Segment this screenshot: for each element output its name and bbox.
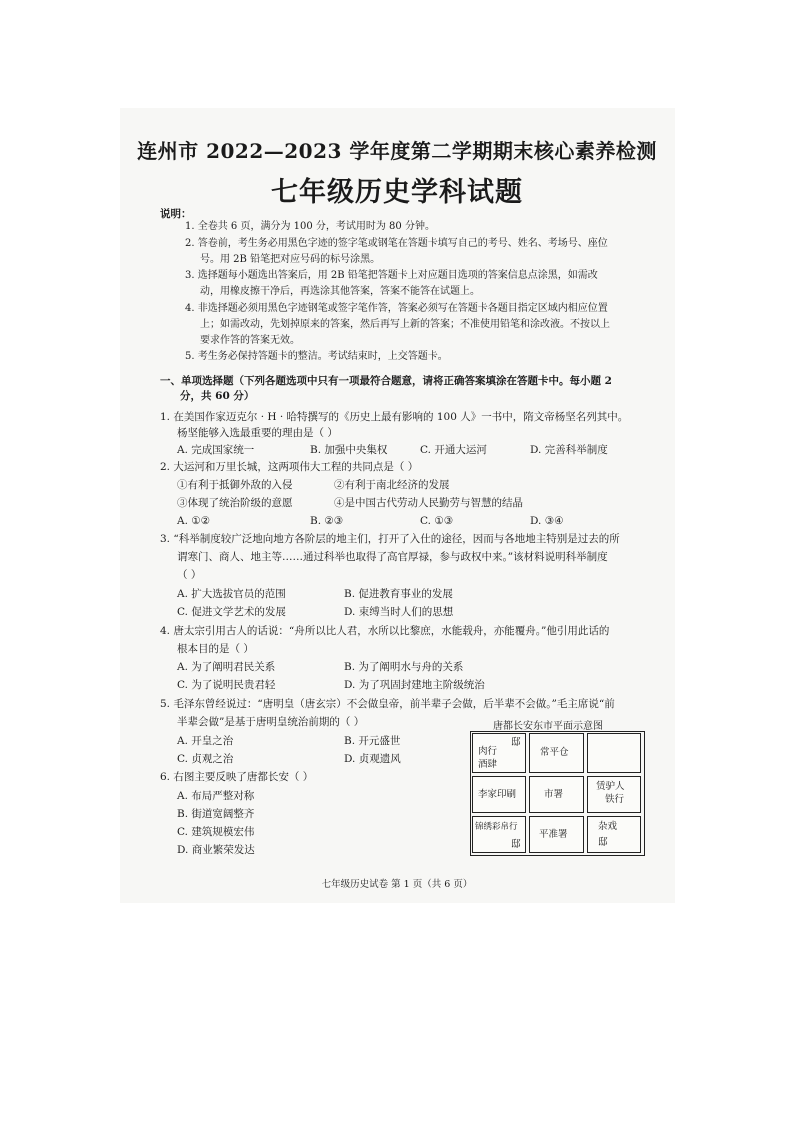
map-label: 平准署 xyxy=(539,829,568,840)
option-b: B. 开元盛世 xyxy=(344,735,401,747)
statement-4: ④是中国古代劳动人民勤劳与智慧的结晶 xyxy=(334,497,523,509)
instruction-line: 动，用橡皮擦干净后，再选涂其他答案，答案不能答在试题上。 xyxy=(200,286,480,297)
instruction-line: 3. 选择题每小题选出答案后，用 2B 铅笔把答题卡上对应题目选项的答案信息点涂黑，如需改 xyxy=(185,270,598,281)
exam-title-line1: 连州市 2022—2023 学年度第二学期期末核心素养检测 xyxy=(137,139,657,163)
option-c: C. 建筑规模宏伟 xyxy=(177,826,255,838)
map-label: 常平仓 xyxy=(540,747,569,758)
question-3-stem: 3. “科举制度较广泛地向地方各阶层的地主们，打开了入仕的途径，因而与各地地主特别是过去的所 xyxy=(160,533,620,545)
map-title: 唐都长安东市平面示意图 xyxy=(493,721,603,732)
exam-title-line2: 七年级历史学科试题 xyxy=(271,177,523,208)
map-label: 邸 xyxy=(511,839,521,850)
instructions-label: 说明： xyxy=(160,208,192,220)
map-cell-theatre xyxy=(587,816,641,853)
option-c: C. 开通大运河 xyxy=(420,444,487,456)
instruction-line: 要求作答的答案无效。 xyxy=(200,335,300,346)
map-label: 市署 xyxy=(544,789,564,800)
section-heading-cont: 分，共 60 分） xyxy=(180,390,255,402)
option-b: B. 促进教育事业的发展 xyxy=(344,588,453,600)
option-d: D. 束缚当时人们的思想 xyxy=(344,606,454,618)
question-1-stem: 1. 在美国作家迈克尔 · H · 哈特撰写的《历史上最有影响的 100 人》一书中，隋文帝杨坚名列其中。 xyxy=(160,411,629,423)
option-c: C. 贞观之治 xyxy=(177,753,234,765)
instruction-line: 号。用 2B 铅笔把对应号码的标号涂黑。 xyxy=(200,254,381,265)
map-cell-silk xyxy=(472,816,526,853)
question-4-stem-cont: 根本目的是（ ） xyxy=(177,643,254,655)
question-4-stem: 4. 唐太宗引用古人的话说：“舟所以比人君，水所以比黎庶，水能载舟，亦能覆舟。”他引用此话的 xyxy=(160,625,610,637)
instruction-line: 2. 答卷前，考生务必用黑色字迹的签字笔或钢笔在答题卡填写自己的考号、姓名、考场号、座位 xyxy=(185,238,608,249)
map-cell-market-office xyxy=(529,776,584,813)
option-b: B. 为了阐明水与舟的关系 xyxy=(344,661,464,673)
map-cell-printing xyxy=(472,776,526,813)
option-c: C. 促进文学艺术的发展 xyxy=(177,606,286,618)
map-label: 邸 xyxy=(511,737,521,748)
option-d: D. 完善科举制度 xyxy=(530,444,608,456)
map-label: 锦绣彩帛行 xyxy=(475,822,518,832)
statement-3: ③体现了统治阶级的意愿 xyxy=(177,497,293,509)
option-d: D. 为了巩固封建地主阶级统治 xyxy=(344,679,485,691)
question-3-stem-cont: 谓寒门、商人、地主等……通过科举也取得了高官厚禄，参与政权中来。”该材料说明科举制度 xyxy=(177,551,608,563)
question-1-stem-cont: 杨坚能够入选最重要的理由是（ ） xyxy=(177,427,338,439)
option-a: A. 布局严整对称 xyxy=(177,790,255,802)
statement-1: ①有利于抵御外敌的入侵 xyxy=(177,479,293,491)
map-label: 肉行 xyxy=(478,746,498,757)
option-d: D. ③④ xyxy=(530,515,564,527)
map-cell-donkey-iron xyxy=(587,776,641,813)
map-cell-empty xyxy=(587,733,641,773)
option-b: B. 街道宽阔整齐 xyxy=(177,808,255,820)
instruction-line: 5. 考生务必保持答题卡的整洁。考试结束时，上交答题卡。 xyxy=(185,351,448,362)
option-a: A. 扩大选拔官员的范围 xyxy=(177,588,286,600)
map-label: 铁行 xyxy=(605,794,625,805)
option-d: D. 贞观遗风 xyxy=(344,753,401,765)
question-3-stem-cont: （ ） xyxy=(177,569,202,581)
option-c: C. 为了说明民贵君轻 xyxy=(177,679,276,691)
map-cell-price-office xyxy=(529,816,584,853)
statement-2: ②有利于南北经济的发展 xyxy=(334,479,450,491)
instruction-line: 上；如需改动，先划掉原来的答案，然后再写上新的答案；不准使用铅笔和涂改液。不按以上 xyxy=(200,319,610,330)
map-cell-granary xyxy=(529,733,584,773)
page-footer: 七年级历史试卷 第 1 页（共 6 页） xyxy=(321,879,473,890)
map-label: 邸 xyxy=(598,837,608,848)
option-b: B. 加强中央集权 xyxy=(310,444,388,456)
instruction-line: 1. 全卷共 6 页，满分为 100 分，考试用时为 80 分钟。 xyxy=(185,221,435,232)
map-cell-meat-wine xyxy=(472,733,526,773)
option-d: D. 商业繁荣发达 xyxy=(177,844,255,856)
option-b: B. ②③ xyxy=(310,515,344,527)
map-label: 杂戏 xyxy=(598,821,618,832)
map-label: 李家印刷 xyxy=(478,789,517,800)
section-heading: 一、单项选择题（下列各题选项中只有一项最符合题意，请将正确答案填涂在答题卡中。每小题 2 xyxy=(160,375,612,387)
map-label: 赁驴人 xyxy=(596,781,625,792)
question-5-stem: 5. 毛泽东曾经说过：“唐明皇（唐玄宗）不会做皇帝，前半辈子会做，后半辈不会做。”毛主席说“前 xyxy=(160,698,615,710)
question-2-stem: 2. 大运河和万里长城，这两项伟大工程的共同点是（ ） xyxy=(160,461,419,473)
question-5-stem-cont: 半辈会做”是基于唐明皇统治前期的（ ） xyxy=(177,716,365,728)
option-a: A. ①② xyxy=(177,515,211,527)
option-c: C. ①③ xyxy=(420,515,454,527)
option-a: A. 完成国家统一 xyxy=(177,444,255,456)
instruction-line: 4. 非选择题必须用黑色字迹钢笔或签字笔作答，答案必须写在答题卡各题目指定区域内相应位置 xyxy=(185,303,608,314)
option-a: A. 开皇之治 xyxy=(177,735,234,747)
question-6-stem: 6. 右图主要反映了唐都长安（ ） xyxy=(160,771,314,783)
map-label: 酒肆 xyxy=(478,759,498,770)
option-a: A. 为了阐明君民关系 xyxy=(177,661,276,673)
